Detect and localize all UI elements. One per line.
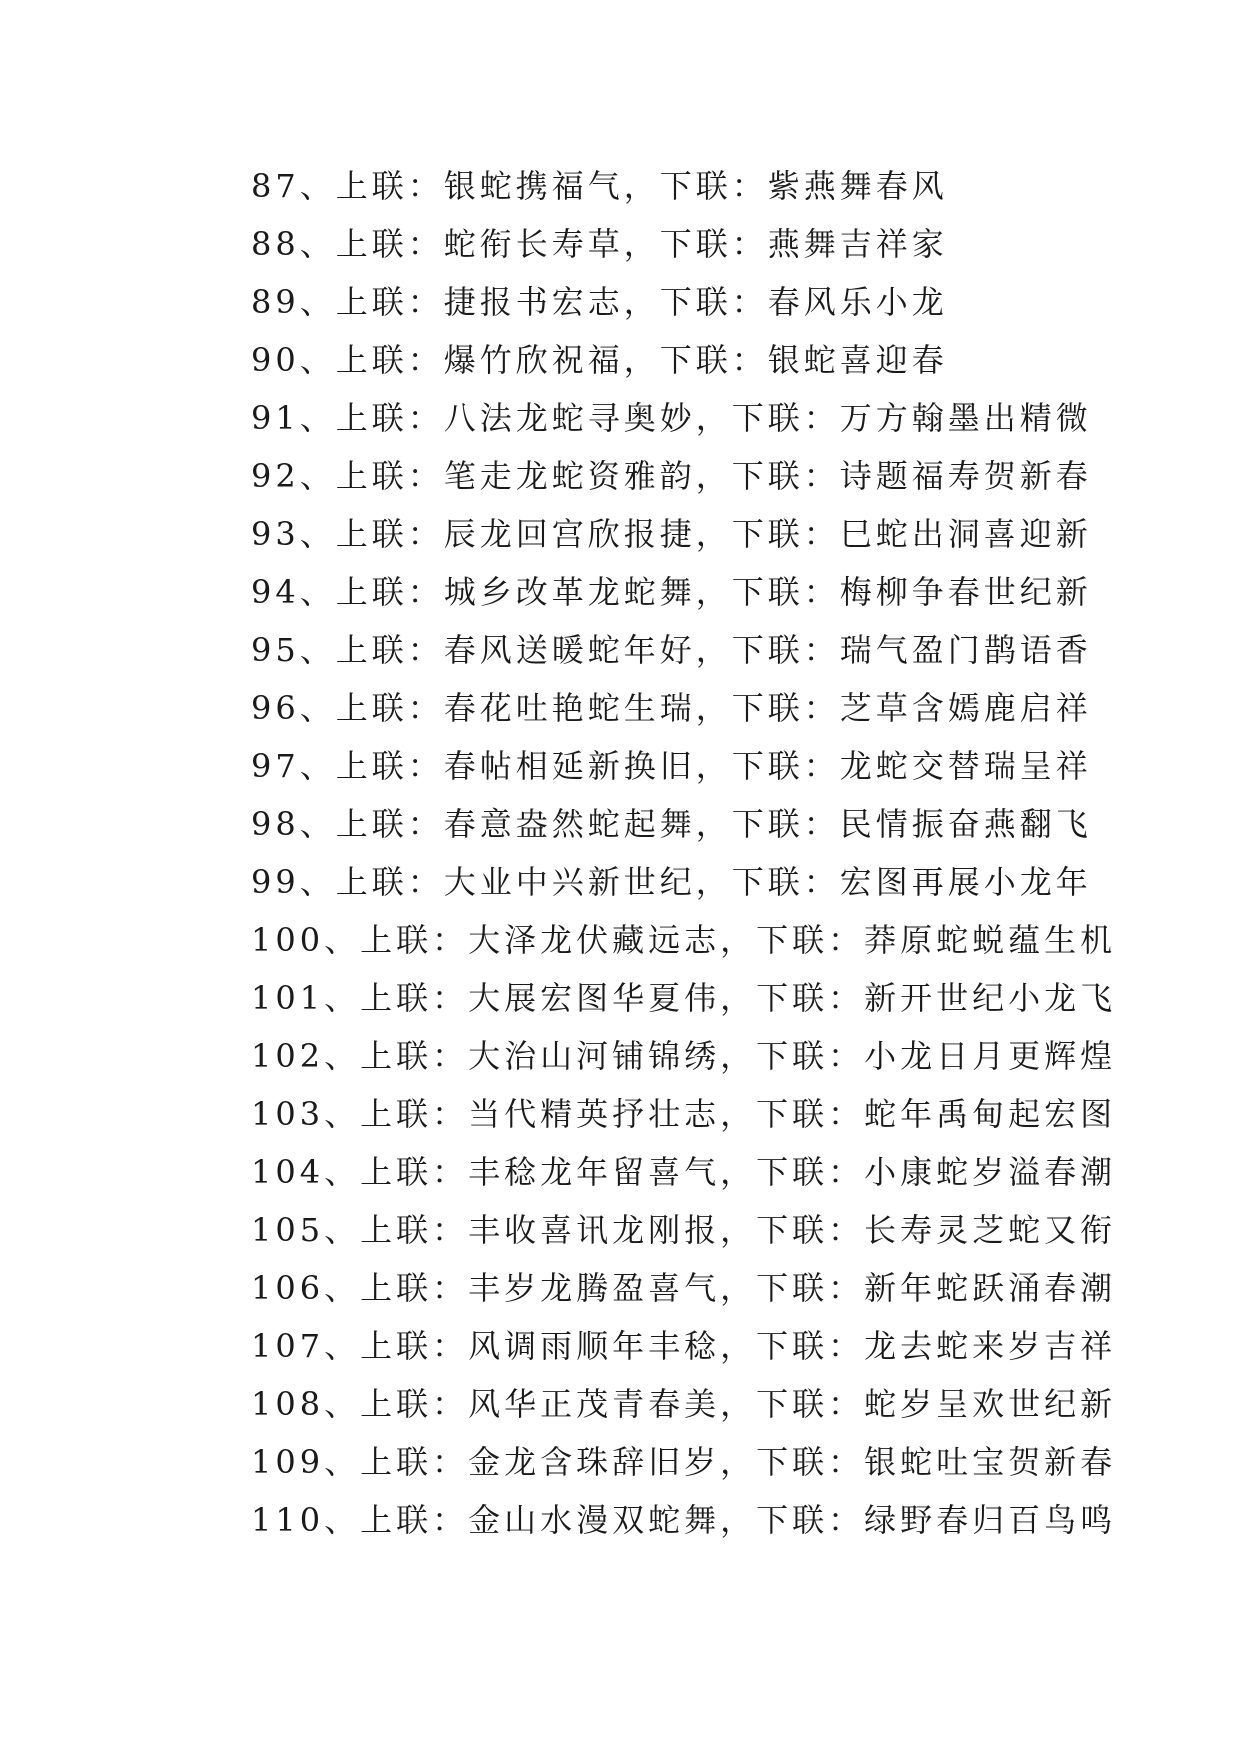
couplet-line: 108、上联：风华正茂青春美，下联：蛇岁呈欢世纪新 xyxy=(251,1385,1117,1423)
couplet-list xyxy=(251,157,1116,1549)
couplet-line: 105、上联：丰收喜讯龙刚报，下联：长寿灵芝蛇又衔 xyxy=(251,1211,1117,1249)
couplet-line: 107、上联：风调雨顺年丰稔，下联：龙去蛇来岁吉祥 xyxy=(251,1327,1117,1365)
couplet-line: 104、上联：丰稔龙年留喜气，下联：小康蛇岁溢春潮 xyxy=(251,1153,1117,1191)
couplet-line: 110、上联：金山水漫双蛇舞，下联：绿野春归百鸟鸣 xyxy=(251,1501,1117,1539)
couplet-line: 100、上联：大泽龙伏藏远志，下联：莽原蛇蜕蕴生机 xyxy=(251,921,1117,959)
couplet-line: 106、上联：丰岁龙腾盈喜气，下联：新年蛇跃涌春潮 xyxy=(251,1269,1117,1307)
couplet-line: 93、上联：辰龙回宫欣报捷，下联：巳蛇出洞喜迎新 xyxy=(251,515,1092,553)
couplet-line: 99、上联：大业中兴新世纪，下联：宏图再展小龙年 xyxy=(251,863,1092,901)
couplet-line: 88、上联：蛇衔长寿草，下联：燕舞吉祥家 xyxy=(251,225,948,263)
couplet-line: 87、上联：银蛇携福气，下联：紫燕舞春风 xyxy=(251,167,948,205)
couplet-line: 97、上联：春帖相延新换旧，下联：龙蛇交替瑞呈祥 xyxy=(251,747,1092,785)
couplet-line: 109、上联：金龙含珠辞旧岁，下联：银蛇吐宝贺新春 xyxy=(251,1443,1117,1481)
couplet-line: 92、上联：笔走龙蛇资雅韵，下联：诗题福寿贺新春 xyxy=(251,457,1092,495)
couplet-line: 94、上联：城乡改革龙蛇舞，下联：梅柳争春世纪新 xyxy=(251,573,1092,611)
couplet-line: 89、上联：捷报书宏志，下联：春风乐小龙 xyxy=(251,283,948,321)
couplet-line: 101、上联：大展宏图华夏伟，下联：新开世纪小龙飞 xyxy=(251,979,1117,1017)
couplet-line: 95、上联：春风送暖蛇年好，下联：瑞气盈门鹊语香 xyxy=(251,631,1092,669)
couplet-line: 103、上联：当代精英抒壮志，下联：蛇年禹甸起宏图 xyxy=(251,1095,1117,1133)
couplet-line: 98、上联：春意盎然蛇起舞，下联：民情振奋燕翻飞 xyxy=(251,805,1092,843)
couplet-line: 96、上联：春花吐艳蛇生瑞，下联：芝草含嫣鹿启祥 xyxy=(251,689,1092,727)
couplet-line: 91、上联：八法龙蛇寻奥妙，下联：万方翰墨出精微 xyxy=(251,399,1092,437)
couplet-line: 102、上联：大治山河铺锦绣，下联：小龙日月更辉煌 xyxy=(251,1037,1117,1075)
couplet-line: 90、上联：爆竹欣祝福，下联：银蛇喜迎春 xyxy=(251,341,948,379)
